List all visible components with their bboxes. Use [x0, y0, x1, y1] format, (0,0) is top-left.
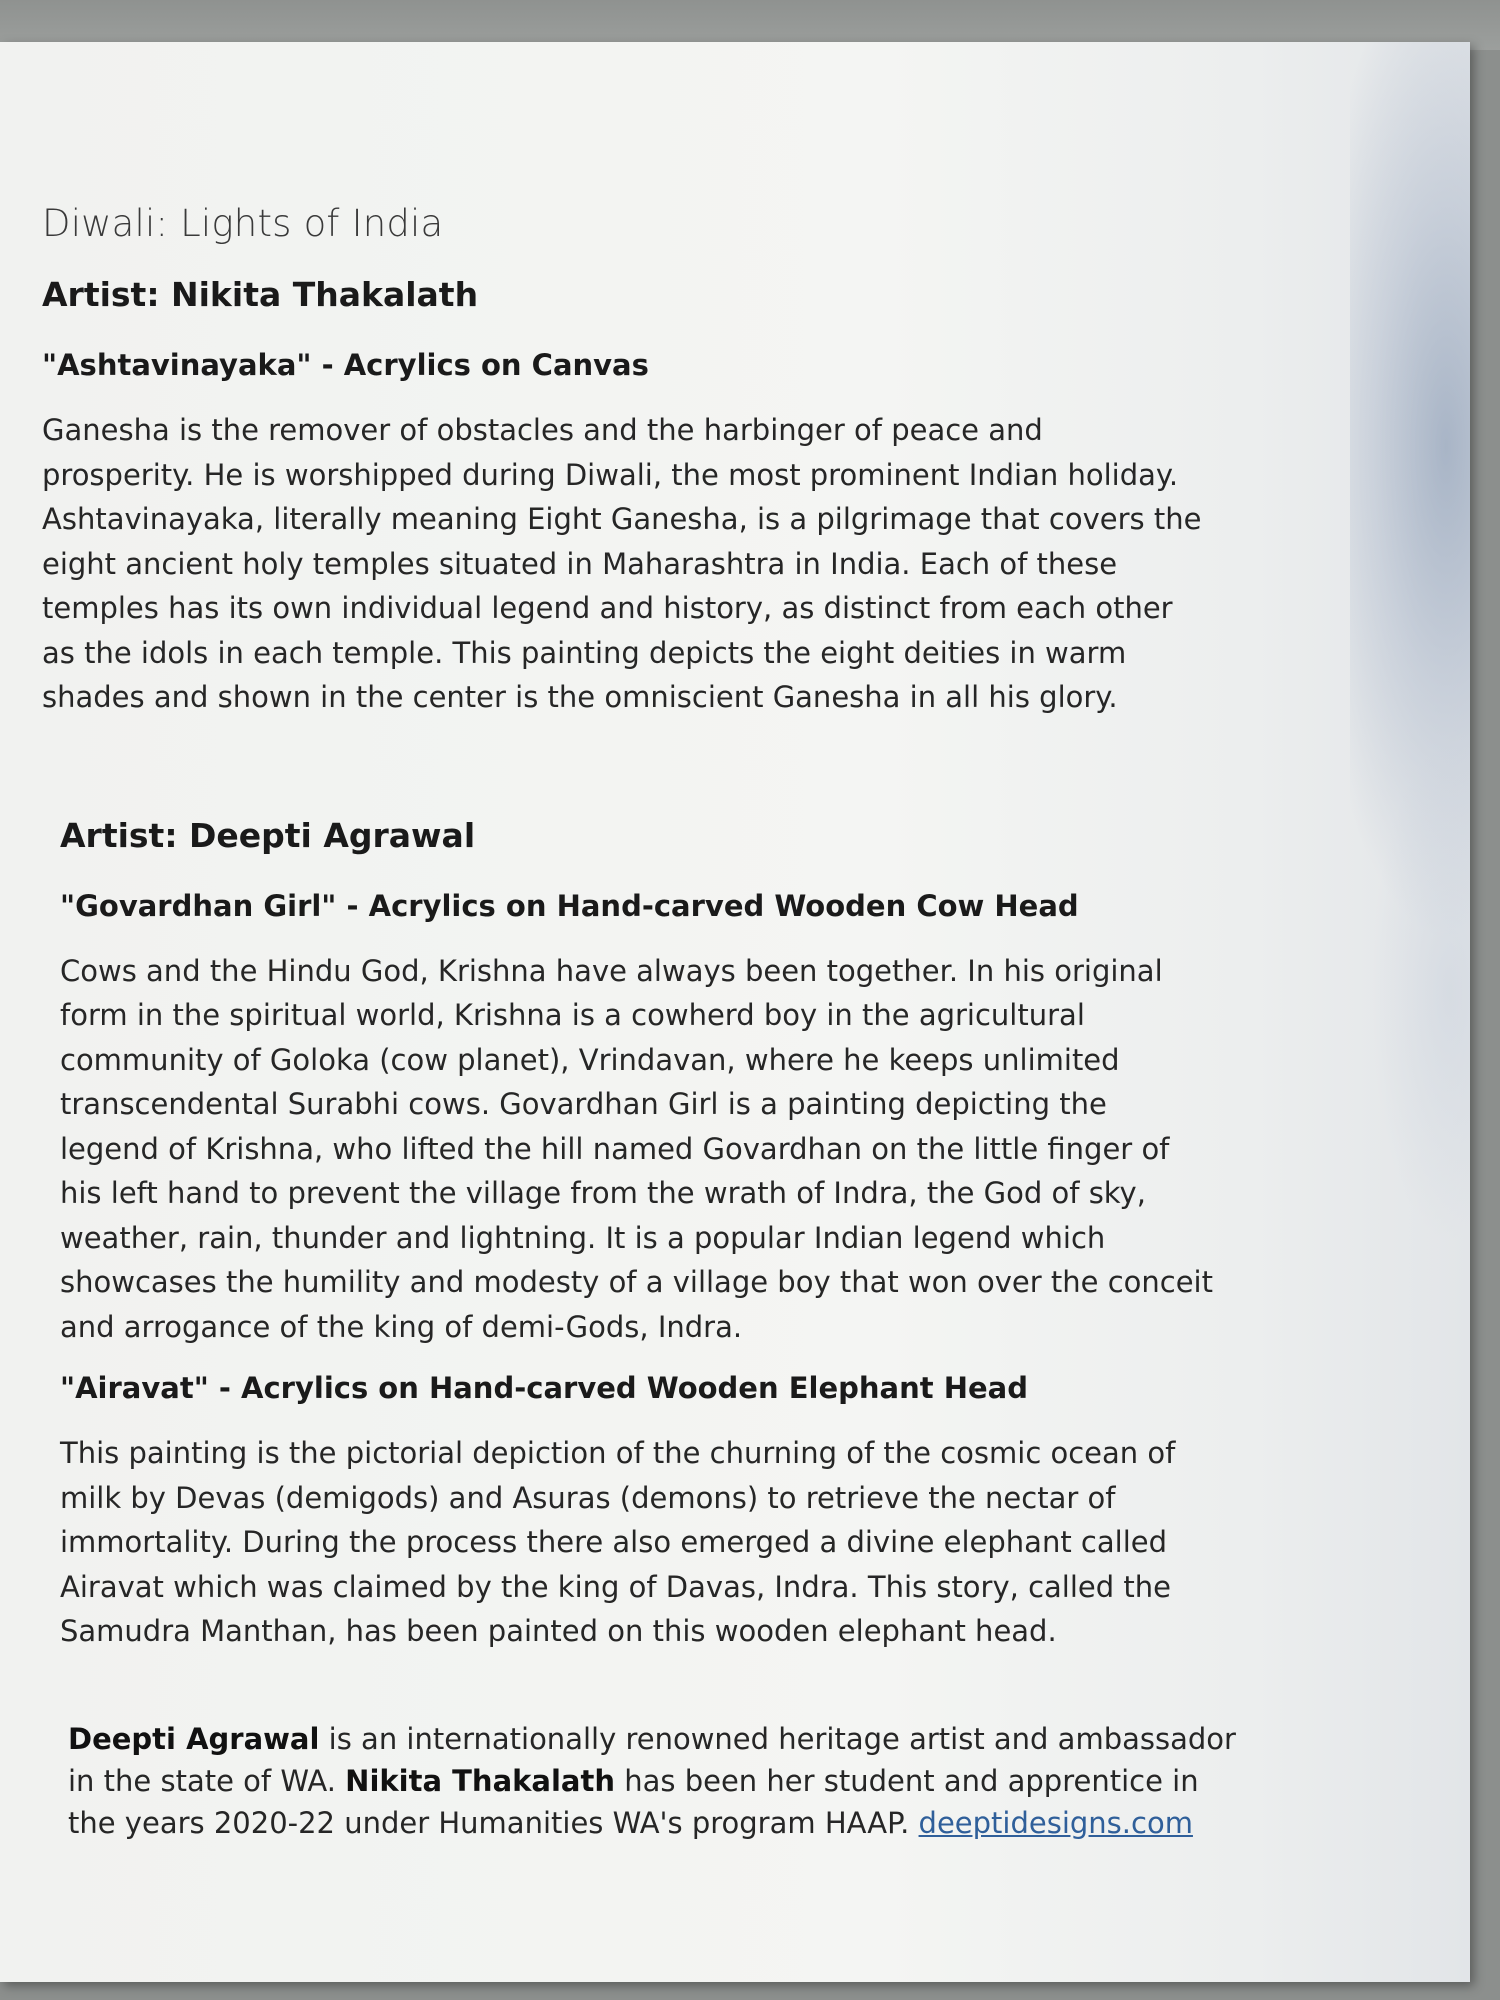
text-line: form in the spiritual world, Krishna is a cowherd boy in the agricultural [60, 998, 1085, 1032]
text-line: weather, rain, thunder and lightning. It is a popular Indian legend which [60, 1220, 1106, 1255]
text-line: This painting is the pictorial depiction of the churning of the cosmic ocean of [60, 1436, 1176, 1470]
text-line: prosperity. He is worshipped during Diwali, the most prominent Indian holiday. [42, 457, 1179, 492]
text-line: milk by Devas (demigods) and Asuras (demons) to retrieve the nectar of [60, 1480, 1116, 1515]
bio-text: is an internationally renowned heritage artist and ambassador [319, 1721, 1236, 1756]
section-deepti [42, 816, 1342, 1654]
text-line: community of Goloka (cow planet), Vrindavan, where he keeps unlimited [60, 1042, 1120, 1077]
bio-name-nikita: Nikita Thakalath [345, 1763, 616, 1798]
description-govardhan-girl [60, 949, 1342, 1350]
bio-text: has been her student and apprentice in [615, 1763, 1199, 1798]
text-line: Samudra Manthan, has been painted on this wooden elephant head. [60, 1614, 1057, 1648]
text-line: immortality. During the process there also emerged a divine elephant called [60, 1525, 1167, 1559]
text-line: his left hand to prevent the village from the wrath of Indra, the God of sky, [60, 1176, 1146, 1210]
bio-name-deepti: Deepti Agrawal [68, 1721, 320, 1756]
text-line: as the idols in each temple. This painting depicts the eight deities in warm [42, 635, 1127, 670]
text-line: Ganesha is the remover of obstacles and the harbinger of peace and [42, 413, 1043, 447]
work-title-airavat: "Airavat" - Acrylics on Hand-carved Wooden Elephant Head [60, 1371, 1028, 1405]
text-line: legend of Krishna, who lifted the hill named Govardhan on the little finger of [60, 1131, 1170, 1166]
bio-text: in the state of WA. [68, 1763, 346, 1798]
placard-content [42, 202, 1342, 1844]
shadow-overlay-lower [1370, 742, 1470, 1242]
text-line: Airavat which was claimed by the king of Davas, Indra. This story, called the [60, 1569, 1171, 1604]
artist-heading-nikita: Artist: Nikita Thakalath [42, 275, 479, 314]
text-line: temples has its own individual legend and history, as distinct from each other [42, 591, 1173, 625]
bio-text: the years 2020-22 under Humanities WA's program HAAP. [68, 1805, 919, 1840]
text-line: eight ancient holy temples situated in Maharashtra in India. Each of these [42, 546, 1118, 581]
artist-heading-deepti: Artist: Deepti Agrawal [60, 815, 476, 855]
work-title-ashtavinayaka: "Ashtavinayaka" - Acrylics on Canvas [42, 348, 649, 382]
text-line: and arrogance of the king of demi-Gods, Indra. [60, 1309, 743, 1344]
section-bio [42, 1718, 1342, 1844]
exhibit-placard [0, 42, 1470, 1982]
text-line: showcases the humility and modesty of a village boy that won over the conceit [60, 1265, 1213, 1299]
section-nikita [42, 275, 1342, 720]
text-line: shades and shown in the center is the omniscient Ganesha in all his glory. [42, 680, 1118, 714]
website-link[interactable]: deeptidesigns.com [918, 1805, 1193, 1840]
artist-bio [68, 1718, 1342, 1844]
text-line: Cows and the Hindu God, Krishna have always been together. In his original [60, 953, 1163, 988]
text-line: Ashtavinayaka, literally meaning Eight Ganesha, is a pilgrimage that covers the [42, 502, 1202, 536]
exhibit-title: Diwali: Lights of India [42, 202, 444, 245]
text-line: transcendental Surabhi cows. Govardhan Girl is a painting depicting the [60, 1087, 1107, 1121]
description-ashtavinayaka [42, 408, 1342, 720]
shadow-overlay [1350, 42, 1470, 942]
description-airavat [60, 1431, 1342, 1654]
work-title-govardhan-girl: "Govardhan Girl" - Acrylics on Hand-carved Wooden Cow Head [60, 888, 1079, 923]
